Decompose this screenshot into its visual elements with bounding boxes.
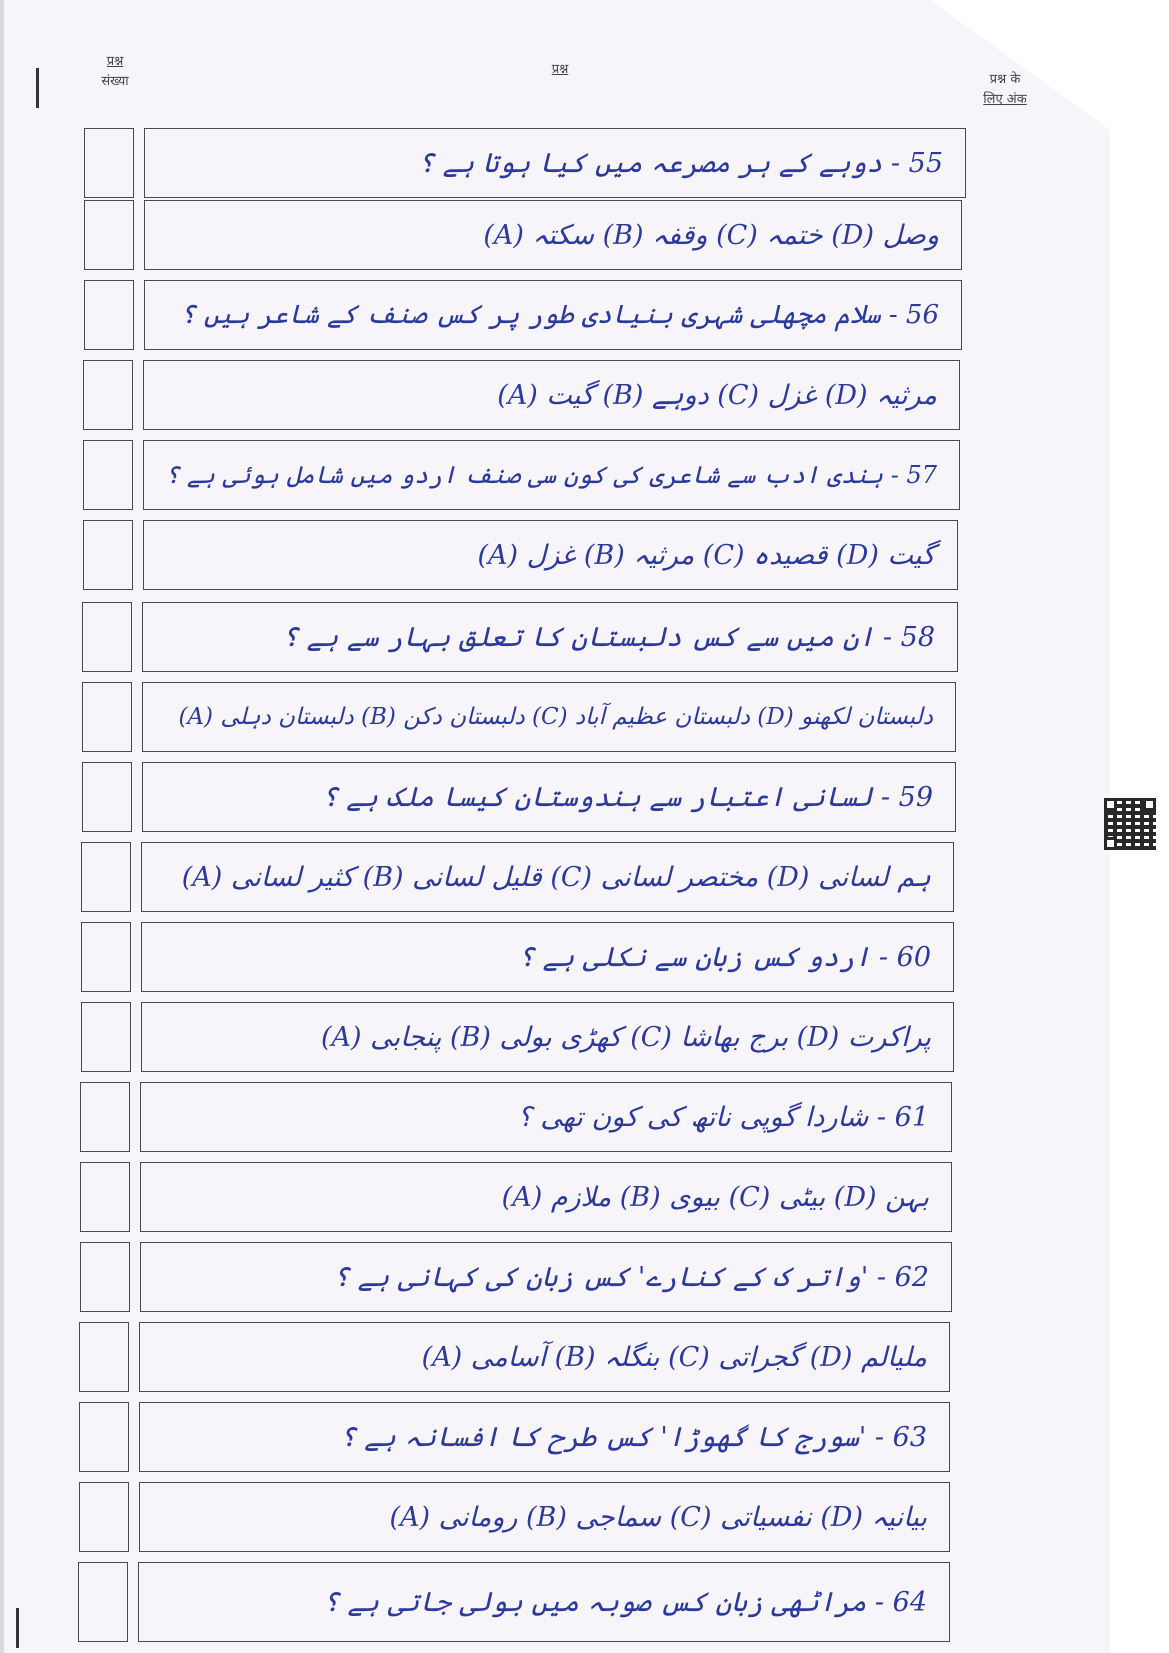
qr-code-icon xyxy=(1104,798,1156,850)
question-number-cell xyxy=(80,1082,130,1152)
header-marks xyxy=(965,70,1045,110)
handwritten-line: 55 - دوہے کے ہر مصرعہ میں کیا ہوتا ہے ؟ xyxy=(418,147,943,179)
handwritten-line: 61 - شاردا گوپی ناتھ کی کون تھی ؟ xyxy=(517,1101,929,1133)
question-number-cell xyxy=(84,200,134,270)
question-text-cell xyxy=(144,280,962,350)
question-text-cell xyxy=(138,1562,950,1642)
header-marks-line2: लिए अंक xyxy=(983,92,1027,107)
question-number-cell xyxy=(81,922,131,992)
handwritten-line: 57 - ہندی ادب سے شاعری کی کون سی صنف اردو میں شامل ہوئی ہے ؟ xyxy=(165,461,937,489)
question-number-cell xyxy=(81,1002,131,1072)
header-question xyxy=(520,60,600,80)
question-number-cell xyxy=(83,360,133,430)
question-number-cell xyxy=(83,520,133,590)
handwritten-line: (A) سکتہ (B) وقفہ (C) ختمہ (D) وصل xyxy=(483,219,939,251)
question-number-cell xyxy=(79,1482,129,1552)
handwritten-line: (A) غزل (B) مرثیہ (C) قصیدہ (D) گیت xyxy=(477,539,935,571)
margin-mark xyxy=(16,1608,19,1648)
handwritten-line: (A) آسامی (B) بنگلہ (C) گجراتی (D) ملیالم xyxy=(421,1341,927,1373)
question-text-cell xyxy=(143,440,960,510)
question-text-cell xyxy=(141,842,954,912)
question-text-cell xyxy=(140,1242,952,1312)
question-text-cell xyxy=(144,200,962,270)
question-number-cell xyxy=(82,602,132,672)
question-text-cell xyxy=(142,682,956,752)
question-text-cell xyxy=(142,762,956,832)
header-question-number xyxy=(80,52,150,92)
question-number-cell xyxy=(82,762,132,832)
question-text-cell xyxy=(140,1082,952,1152)
handwritten-line: (A) کثیر لسانی (B) قلیل لسانی (C) مختصر لسانی (D) ہم لسانی xyxy=(181,861,931,893)
header-question-number-line1: प्रश्न xyxy=(106,54,124,69)
handwritten-line: (A) رومانی (B) سماجی (C) نفسیاتی (D) بیانیہ xyxy=(389,1501,927,1533)
question-number-cell xyxy=(78,1562,128,1642)
sheet-edge xyxy=(0,0,4,1653)
question-text-cell xyxy=(141,922,954,992)
handwritten-line: (A) ملازم (B) بیوی (C) بیٹی (D) بہن xyxy=(501,1181,929,1213)
question-number-cell xyxy=(80,1162,130,1232)
handwritten-line: 60 - اردو کس زبان سے نکلی ہے ؟ xyxy=(518,941,931,973)
question-number-cell xyxy=(81,842,131,912)
question-number-cell xyxy=(80,1242,130,1312)
question-number-cell xyxy=(84,280,134,350)
header-question-label: प्रश्न xyxy=(551,62,569,77)
header-marks-line1: प्रश्न के xyxy=(989,72,1021,87)
question-number-cell xyxy=(79,1322,129,1392)
handwritten-line: 62 - 'واتر ک کے کنارے' کس زبان کی کہانی ہے ؟ xyxy=(333,1261,929,1293)
question-text-cell xyxy=(139,1402,950,1472)
question-number-cell xyxy=(83,440,133,510)
question-text-cell xyxy=(143,520,958,590)
question-text-cell xyxy=(142,602,958,672)
handwritten-line: 58 - ان میں سے کس دلبستان کا تعلق بہار سے ہے ؟ xyxy=(282,621,935,653)
question-number-cell xyxy=(79,1402,129,1472)
question-text-cell xyxy=(141,1002,954,1072)
question-text-cell xyxy=(144,128,966,198)
question-text-cell xyxy=(139,1322,950,1392)
margin-mark xyxy=(36,68,39,108)
header-question-number-line2: संख्या xyxy=(101,74,129,89)
question-number-cell xyxy=(84,128,134,198)
question-text-cell xyxy=(140,1162,952,1232)
handwritten-line: 64 - مراٹھی زبان کس صوبہ میں بولی جاتی ہے ؟ xyxy=(323,1586,927,1618)
handwritten-line: 63 - 'سورج کا گھوڑا' کس طرح کا افسانہ ہے ؟ xyxy=(339,1421,927,1453)
handwritten-line: 56 - سلام مچھلی شہری بنیادی طور پر کس صنف کے شاعر ہیں ؟ xyxy=(180,300,939,330)
handwritten-line: (A) پنجابی (B) کھڑی بولی (C) برج بھاشا (D) پراکرت xyxy=(320,1021,931,1053)
handwritten-line: (A) گیت (B) دوہے (C) غزل (D) مرثیہ xyxy=(497,379,937,411)
question-text-cell xyxy=(143,360,960,430)
question-text-cell xyxy=(139,1482,950,1552)
question-number-cell xyxy=(82,682,132,752)
handwritten-line: 59 - لسانی اعتبار سے ہندوستان کیسا ملک ہے ؟ xyxy=(321,781,933,813)
handwritten-line: (A) دلبستان دہلی (B) دلبستان دکن (C) دلبستان عظیم آباد (D) دلبستان لکھنو xyxy=(178,704,933,730)
